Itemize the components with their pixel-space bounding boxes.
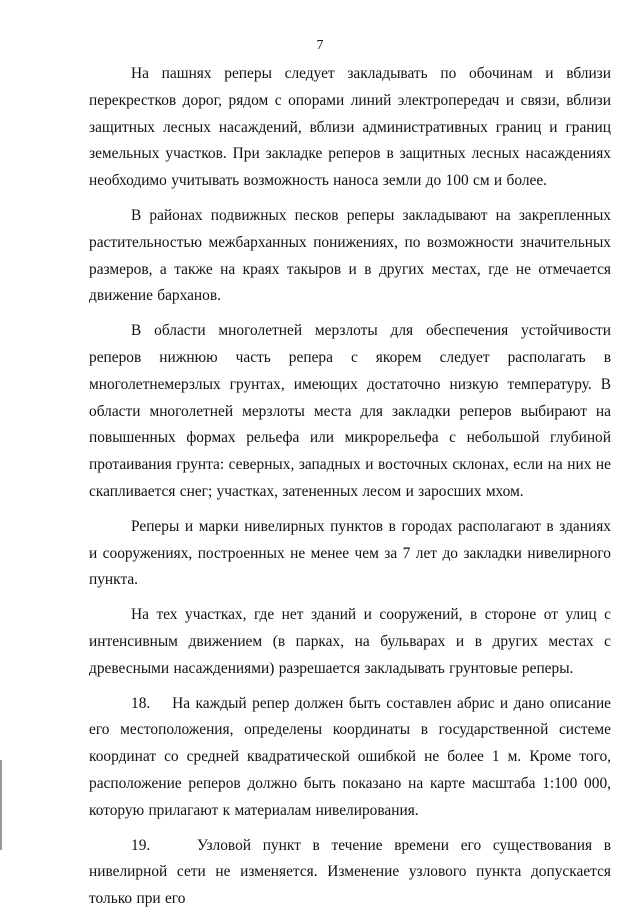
scan-edge-mark (0, 760, 2, 850)
paragraph (89, 203, 611, 310)
paragraph-text: В области многолетней мерзлоты для обеспечения устойчивости реперов нижнюю часть репера с якорем следует располагать в многолетнемерзлых грунтах, имеющих достаточно низкую температуру. В области многолетней мерзлоты места для закладки реперов выбирают на повышенных формах рельефа или микрорельефа с небольшой глубиной протаивания грунта: северных, западных и восточных склонах, если на них не скапливается снег; участках, затененных лесом и заросших мхом. (89, 322, 611, 500)
paragraph (89, 61, 611, 195)
paragraph (89, 318, 611, 506)
paragraph-number: 19. (131, 836, 151, 854)
paragraph-text: На пашнях реперы следует закладывать по обочинам и вблизи перекрестков дорог, рядом с опорами линий электропередач и связи, вблизи защитных лесных насаждений, вблизи административных границ и границ земельных участков. При закладке реперов в защитных лесных насаждениях необходимо учитывать возможность наноса земли до 100 см и более. (89, 65, 611, 190)
paragraph (89, 602, 611, 682)
paragraph-text: Узловой пункт в течение времени его существования в нивелирной сети не изменяется. Изменение узлового пункта допускается только при его (89, 836, 612, 908)
paragraph-text: На тех участках, где нет зданий и сооружений, в стороне от улиц с интенсивным движением (в парках, на бульварах и в других местах с древесными насаждениями) разрешается закладывать грунтовые реперы. (89, 606, 611, 677)
page-number: 7 (316, 38, 324, 53)
document-body (89, 61, 611, 913)
paragraph-number: 18. (131, 694, 151, 712)
paragraph-text: В районах подвижных песков реперы закладывают на закрепленных растительностью межбарханных понижениях, по возможности значительных размеров, а также на краях такыров и в других местах, где не отмечается движение барханов. (89, 206, 611, 305)
numbered-paragraph (89, 691, 611, 825)
paragraph-text: Реперы и марки нивелирных пунктов в городах располагают в зданиях и сооружениях, построенных не менее чем за 7 лет до закладки нивелирного пункта. (89, 517, 611, 589)
paragraph (89, 514, 611, 594)
numbered-paragraph (89, 833, 611, 913)
paragraph-text: На каждый репер должен быть составлен абрис и дано описание его местоположения, определены координаты в государственной системе координат со средней квадратической ошибкой не более 1 м. Кроме того, расположение реперов должно быть показано на карте масштаба 1:100 000, которую прилагают к материалам нивелирования. (89, 694, 612, 819)
